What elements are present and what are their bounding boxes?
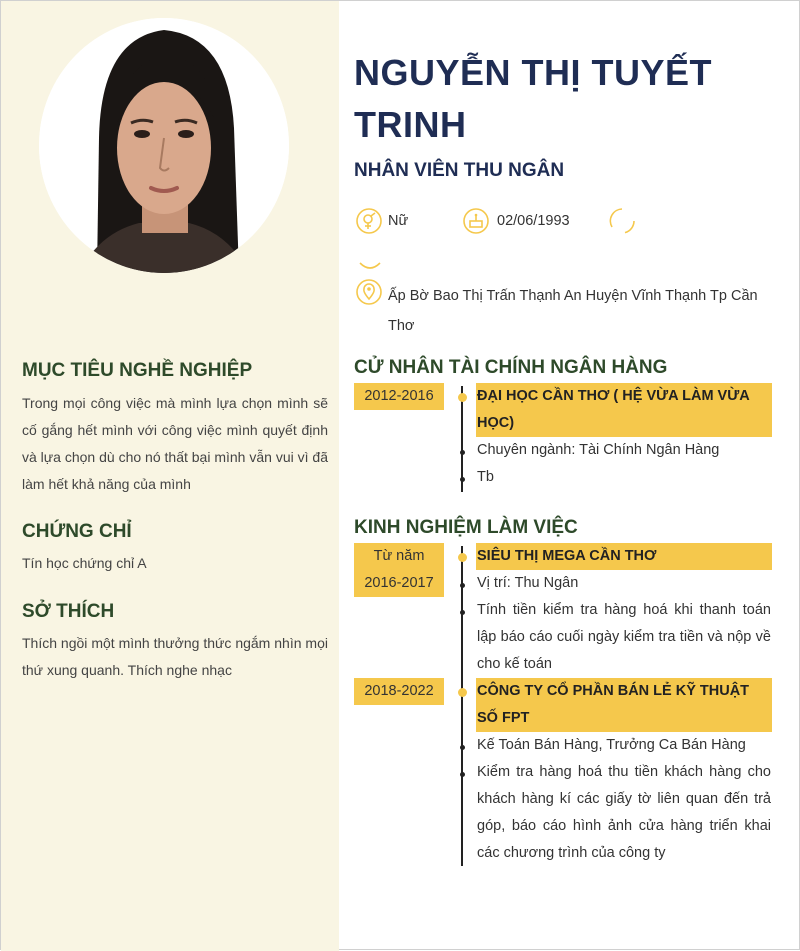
birthday-cake-icon (463, 208, 489, 234)
email-icon (358, 261, 382, 273)
bullet-dot (460, 610, 465, 615)
bullet-dot (460, 450, 465, 455)
job-2-company: CÔNG TY CỔ PHẦN BÁN LẺ KỸ THUẬT SỐ FPT (476, 678, 772, 732)
experience-timeline-line (461, 546, 463, 866)
hobbies-heading: SỞ THÍCH (22, 601, 115, 622)
bullet-dot (460, 583, 465, 588)
job-2-date: 2018-2022 (354, 678, 444, 705)
bullet-dot (460, 477, 465, 482)
hobbies-text: Thích ngồi một mình thưởng thức ngắm nhìn mọi thứ xung quanh. Thích nghe nhạc (22, 635, 328, 678)
objective-heading: MỤC TIÊU NGHỀ NGHIỆP (22, 360, 253, 381)
timeline-dot (458, 393, 467, 402)
job-1-date-line2: 2016-2017 (364, 575, 434, 591)
job-1-description: Tính tiền kiểm tra hàng hoá khi thanh toán lập báo cáo cuối ngày kiểm tra tiền và nộp về cho kế toán (477, 602, 771, 672)
job-1-company: SIÊU THỊ MEGA CẦN THƠ (476, 543, 772, 570)
certificates-heading: CHỨNG CHỈ (22, 521, 132, 542)
experience-heading: KINH NGHIỆM LÀM VIỆC (354, 517, 578, 538)
education-heading: CỬ NHÂN TÀI CHÍNH NGÂN HÀNG (354, 357, 668, 378)
sidebar (1, 1, 339, 951)
birthday-value: 02/06/1993 (497, 213, 570, 229)
location-icon (356, 279, 382, 305)
job-1-date-line1: Từ năm (373, 548, 425, 564)
objective-text: Trong mọi công việc mà mình lựa chọn mình sẽ cố gắng hết mình với công việc mình quyết định và lựa chọn dù cho nó thất bại mình vẫn vui vì đã làm hết khả năng của mình (22, 395, 328, 492)
timeline-dot (458, 688, 467, 697)
address-value: Ấp Bờ Bao Thị Trấn Thạnh An Huyện Vĩnh Thạnh Tp Cần Thơ (388, 288, 758, 334)
job-2-role: Kế Toán Bán Hàng, Trưởng Ca Bán Hàng (477, 737, 746, 753)
portrait-illustration (39, 18, 289, 273)
certificates-text: Tín học chứng chỉ A (22, 555, 147, 571)
education-note: Tb (477, 469, 494, 485)
education-major: Chuyên ngành: Tài Chính Ngân Hàng (477, 442, 720, 458)
job-title: NHÂN VIÊN THU NGÂN (354, 160, 565, 181)
profile-photo (39, 18, 289, 273)
bullet-dot (460, 745, 465, 750)
education-school: ĐẠI HỌC CẦN THƠ ( HỆ VỪA LÀM VỪA HỌC) (476, 383, 772, 437)
person-name: NGUYỄN THỊ TUYẾT TRINH (354, 52, 713, 145)
bullet-dot (460, 772, 465, 777)
job-2-description: Kiểm tra hàng hoá thu tiền khách hàng cho khách hàng kí các giấy tờ liên quan đến trả góp, báo cáo hình ảnh cửa hàng triển khai các chương trình của công ty (477, 764, 771, 861)
job-1-role: Vị trí: Thu Ngân (477, 575, 579, 591)
phone-icon (609, 208, 635, 234)
education-date: 2012-2016 (354, 383, 444, 410)
gender-value: Nữ (388, 213, 409, 229)
job-1-date (354, 543, 444, 597)
timeline-dot (458, 553, 467, 562)
gender-icon (356, 208, 382, 234)
